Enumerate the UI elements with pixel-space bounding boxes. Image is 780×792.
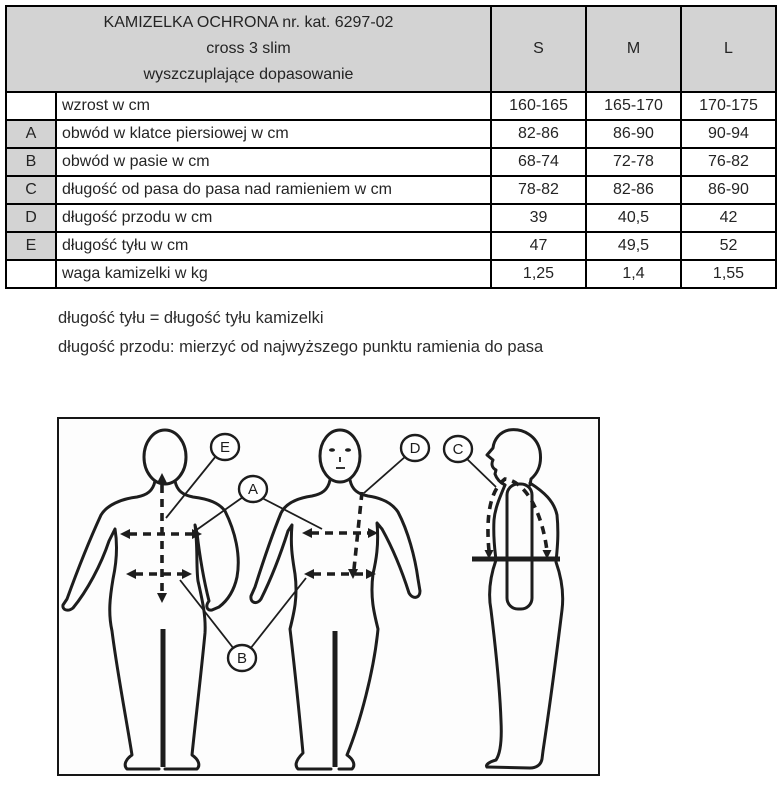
value-cell-l: 52 <box>681 232 776 260</box>
front-figure-face <box>329 448 351 468</box>
row-label-cell: długość tyłu w cm <box>56 232 491 260</box>
side-figure-arm <box>507 484 532 609</box>
body-measurement-figure <box>59 419 598 774</box>
value-cell-m: 165-170 <box>586 92 681 120</box>
value-cell-s: 160-165 <box>491 92 586 120</box>
row-label-cell: obwód w klatce piersiowej w cm <box>56 120 491 148</box>
value-cell-m: 82-86 <box>586 176 681 204</box>
row-letter-cell: C <box>6 176 56 204</box>
product-title: KAMIZELKA OCHRONA nr. kat. 6297-02 <box>103 14 394 31</box>
value-cell-l: 90-94 <box>681 120 776 148</box>
value-cell-s: 47 <box>491 232 586 260</box>
notes <box>58 304 543 362</box>
front-figure-left-side <box>251 480 331 769</box>
row-label-cell: długość przodu w cm <box>56 204 491 232</box>
table-header-row <box>6 6 776 92</box>
note-back-length: długość tyłu = długość tyłu kamizelki <box>58 309 324 327</box>
row-label-cell: obwód w pasie w cm <box>56 148 491 176</box>
arrow-left <box>302 528 312 538</box>
leader-e <box>166 456 216 518</box>
table-row-height <box>6 92 776 120</box>
figure-front-view <box>251 430 420 769</box>
row-letter-cell: A <box>6 120 56 148</box>
back-figure-right-side <box>165 481 238 769</box>
table-row-waist <box>6 148 776 176</box>
table-row-weight <box>6 260 776 288</box>
value-cell-l: 42 <box>681 204 776 232</box>
leader-a-left <box>195 497 243 531</box>
arrow-right <box>182 569 192 579</box>
arrow-down <box>157 593 167 603</box>
front-figure-head <box>320 430 360 482</box>
row-letter-cell: B <box>6 148 56 176</box>
table-row-front-length <box>6 204 776 232</box>
arrow-left <box>126 569 136 579</box>
arrow-left <box>304 569 314 579</box>
value-cell-s: 82-86 <box>491 120 586 148</box>
size-header-m: M <box>586 6 681 92</box>
value-cell-l: 170-175 <box>681 92 776 120</box>
value-cell-m: 1,4 <box>586 260 681 288</box>
product-fit-note: wyszczuplające dopasowanie <box>143 66 354 83</box>
diagram-labels <box>211 434 472 671</box>
arrow-left <box>120 529 130 539</box>
side-figure-head <box>487 430 541 485</box>
measurement-diagram <box>57 417 600 776</box>
product-model: cross 3 slim <box>206 40 291 57</box>
note-front-length: długość przodu: mierzyć od najwyższego punktu ramienia do pasa <box>58 338 544 356</box>
label-a: A <box>247 481 259 498</box>
value-cell-l: 1,55 <box>681 260 776 288</box>
value-cell-l: 86-90 <box>681 176 776 204</box>
value-cell-s: 78-82 <box>491 176 586 204</box>
table-row-back-length <box>6 232 776 260</box>
value-cell-s: 68-74 <box>491 148 586 176</box>
label-b: B <box>236 650 248 667</box>
label-d: D <box>409 440 421 457</box>
value-cell-m: 40,5 <box>586 204 681 232</box>
front-figure-right-side <box>339 480 420 769</box>
size-table <box>5 5 777 289</box>
back-figure-left-side <box>63 481 159 769</box>
leader-d <box>364 456 406 493</box>
front-length-line <box>354 492 362 569</box>
value-cell-s: 1,25 <box>491 260 586 288</box>
figure-side-view <box>472 430 563 768</box>
value-cell-m: 49,5 <box>586 232 681 260</box>
size-header-s: S <box>491 6 586 92</box>
row-letter-cell <box>6 92 56 120</box>
label-e: E <box>219 439 231 456</box>
size-header-l: L <box>681 6 776 92</box>
row-letter-cell: E <box>6 232 56 260</box>
figure-back-view <box>63 430 238 769</box>
table-row-chest <box>6 120 776 148</box>
arrow-up <box>157 473 167 483</box>
row-label-cell: wzrost w cm <box>56 92 491 120</box>
value-cell-s: 39 <box>491 204 586 232</box>
row-label-cell: długość od pasa do pasa nad ramieniem w cm <box>56 176 491 204</box>
row-letter-cell: D <box>6 204 56 232</box>
table-row-waist-over-shoulder <box>6 176 776 204</box>
back-figure-head <box>144 430 186 484</box>
value-cell-m: 86-90 <box>586 120 681 148</box>
label-c: C <box>452 441 464 458</box>
side-figure-back-edge <box>487 483 563 768</box>
value-cell-l: 76-82 <box>681 148 776 176</box>
table-title-cell <box>6 6 491 92</box>
row-label-cell: waga kamizelki w kg <box>56 260 491 288</box>
row-letter-cell <box>6 260 56 288</box>
value-cell-m: 72-78 <box>586 148 681 176</box>
leader-lines <box>166 456 496 649</box>
side-figure-front-edge <box>486 485 505 767</box>
leader-b-right <box>250 578 306 649</box>
